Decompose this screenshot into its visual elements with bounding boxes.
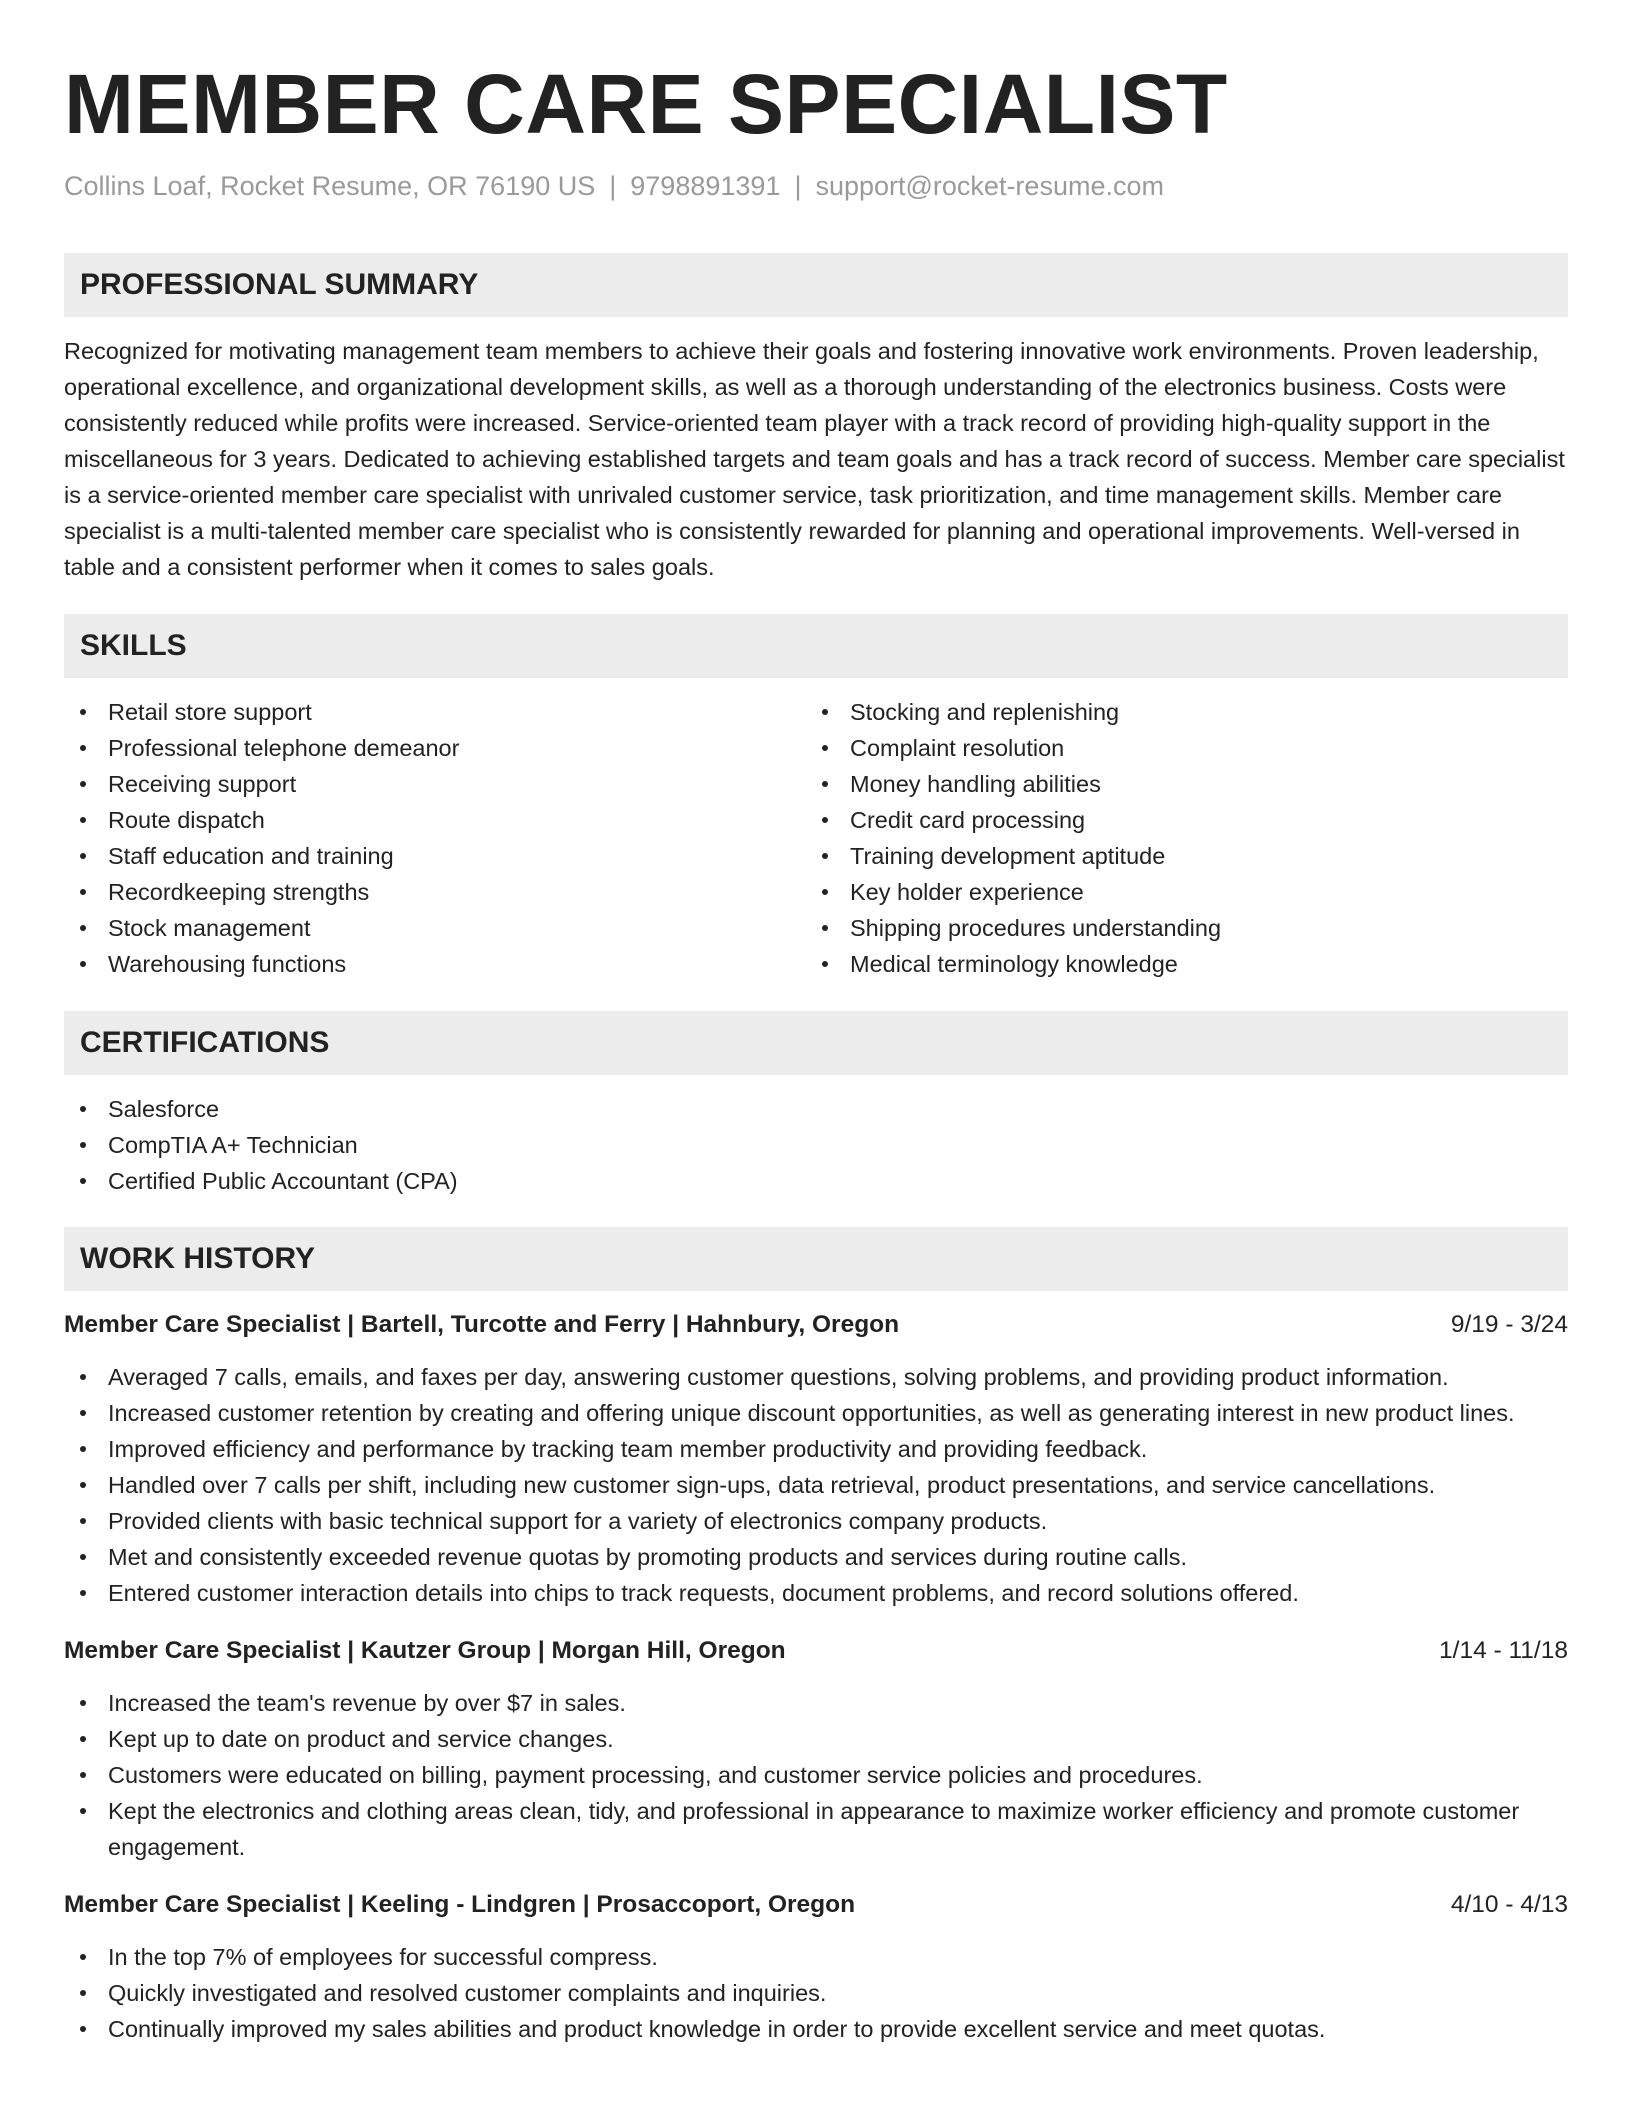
list-item: Salesforce (64, 1091, 1568, 1127)
list-item: Route dispatch (64, 802, 806, 838)
list-item: CompTIA A+ Technician (64, 1127, 1568, 1163)
list-item: Averaged 7 calls, emails, and faxes per day, answering customer questions, solving problems, and providing product information. (64, 1359, 1568, 1395)
skills-list-left (64, 694, 806, 982)
list-item: Recordkeeping strengths (64, 874, 806, 910)
job-title: Member Care Specialist | Bartell, Turcotte and Ferry | Hahnbury, Oregon (64, 1311, 900, 1338)
list-item: Retail store support (64, 694, 806, 730)
list-item: Kept up to date on product and service changes. (64, 1721, 1568, 1757)
job-bullets (64, 1359, 1568, 1611)
list-item: Staff education and training (64, 838, 806, 874)
list-item: Improved efficiency and performance by tracking team member productivity and providing feedback. (64, 1431, 1568, 1467)
job-entry (64, 1633, 1568, 1865)
list-item: Medical terminology knowledge (806, 946, 1548, 982)
list-item: Professional telephone demeanor (64, 730, 806, 766)
list-item: Shipping procedures understanding (806, 910, 1548, 946)
list-item: Handled over 7 calls per shift, including new customer sign-ups, data retrieval, product presentations, and service cancellations. (64, 1467, 1568, 1503)
list-item: Receiving support (64, 766, 806, 802)
job-title: Member Care Specialist | Kautzer Group | Morgan Hill, Oregon (64, 1637, 786, 1664)
contact-phone: 9798891391 (630, 171, 781, 201)
skills-columns (64, 694, 1568, 982)
list-item: Training development aptitude (806, 838, 1548, 874)
list-item: Quickly investigated and resolved customer complaints and inquiries. (64, 1975, 1568, 2011)
job-dates: 9/19 - 3/24 (1450, 1311, 1568, 1338)
job-header (64, 1633, 1568, 1669)
section-heading-certifications: CERTIFICATIONS (64, 1011, 1568, 1075)
job-header (64, 1307, 1568, 1343)
list-item: Key holder experience (806, 874, 1548, 910)
list-item: Complaint resolution (806, 730, 1548, 766)
job-bullets (64, 1685, 1568, 1865)
section-heading-summary: PROFESSIONAL SUMMARY (64, 253, 1568, 317)
list-item: Continually improved my sales abilities and product knowledge in order to provide excellent service and meet quotas. (64, 2011, 1568, 2047)
skills-list-right (806, 694, 1548, 982)
list-item: Met and consistently exceeded revenue quotas by promoting products and services during routine calls. (64, 1539, 1568, 1575)
list-item: Stocking and replenishing (806, 694, 1548, 730)
contact-address: Collins Loaf, Rocket Resume, OR 76190 US (64, 171, 596, 201)
list-item: Credit card processing (806, 802, 1548, 838)
contact-separator: | (609, 171, 617, 201)
job-dates: 1/14 - 11/18 (1439, 1637, 1568, 1664)
contact-line (64, 170, 1568, 202)
job-header (64, 1887, 1568, 1923)
job-dates: 4/10 - 4/13 (1450, 1891, 1568, 1918)
summary-text: Recognized for motivating management team members to achieve their goals and fostering innovative work environments. Proven leadership, operational excellence, and organizational development skills, as well as a thorough understanding of the electronics business. Costs were consistently reduced while profits were increased. Service-oriented team player with a track record of providing high-quality support in the miscellaneous for 3 years. Dedicated to achieving established targets and team goals and has a track record of success. Member care specialist is a service-oriented member care specialist with unrivaled customer service, task prioritization, and time management skills. Member care specialist is a multi-talented member care specialist who is consistently rewarded for planning and operational improvements. Well-versed in table and a consistent performer when it comes to sales goals. (64, 338, 1565, 580)
list-item: Entered customer interaction details into chips to track requests, document problems, and record solutions offered. (64, 1575, 1568, 1611)
list-item: Stock management (64, 910, 806, 946)
section-heading-work-history: WORK HISTORY (64, 1227, 1568, 1291)
contact-separator: | (794, 171, 802, 201)
contact-email: support@rocket-resume.com (815, 171, 1164, 201)
list-item: Kept the electronics and clothing areas clean, tidy, and professional in appearance to maximize worker efficiency and promote customer engagement. (64, 1793, 1568, 1865)
resume-title: MEMBER CARE SPECIALIST (64, 57, 1228, 151)
list-item: Money handling abilities (806, 766, 1548, 802)
job-bullets (64, 1939, 1568, 2047)
list-item: Customers were educated on billing, payment processing, and customer service policies and procedures. (64, 1757, 1568, 1793)
job-title: Member Care Specialist | Keeling - Lindgren | Prosaccoport, Oregon (64, 1891, 856, 1918)
list-item: In the top 7% of employees for successful compress. (64, 1939, 1568, 1975)
certifications-list (64, 1091, 1568, 1199)
list-item: Provided clients with basic technical support for a variety of electronics company products. (64, 1503, 1568, 1539)
list-item: Increased the team's revenue by over $7 in sales. (64, 1685, 1568, 1721)
list-item: Warehousing functions (64, 946, 806, 982)
job-entry (64, 1307, 1568, 1611)
list-item: Increased customer retention by creating and offering unique discount opportunities, as well as generating interest in new product lines. (64, 1395, 1568, 1431)
list-item: Certified Public Accountant (CPA) (64, 1163, 1568, 1199)
job-entry (64, 1887, 1568, 2047)
section-heading-skills: SKILLS (64, 614, 1568, 678)
